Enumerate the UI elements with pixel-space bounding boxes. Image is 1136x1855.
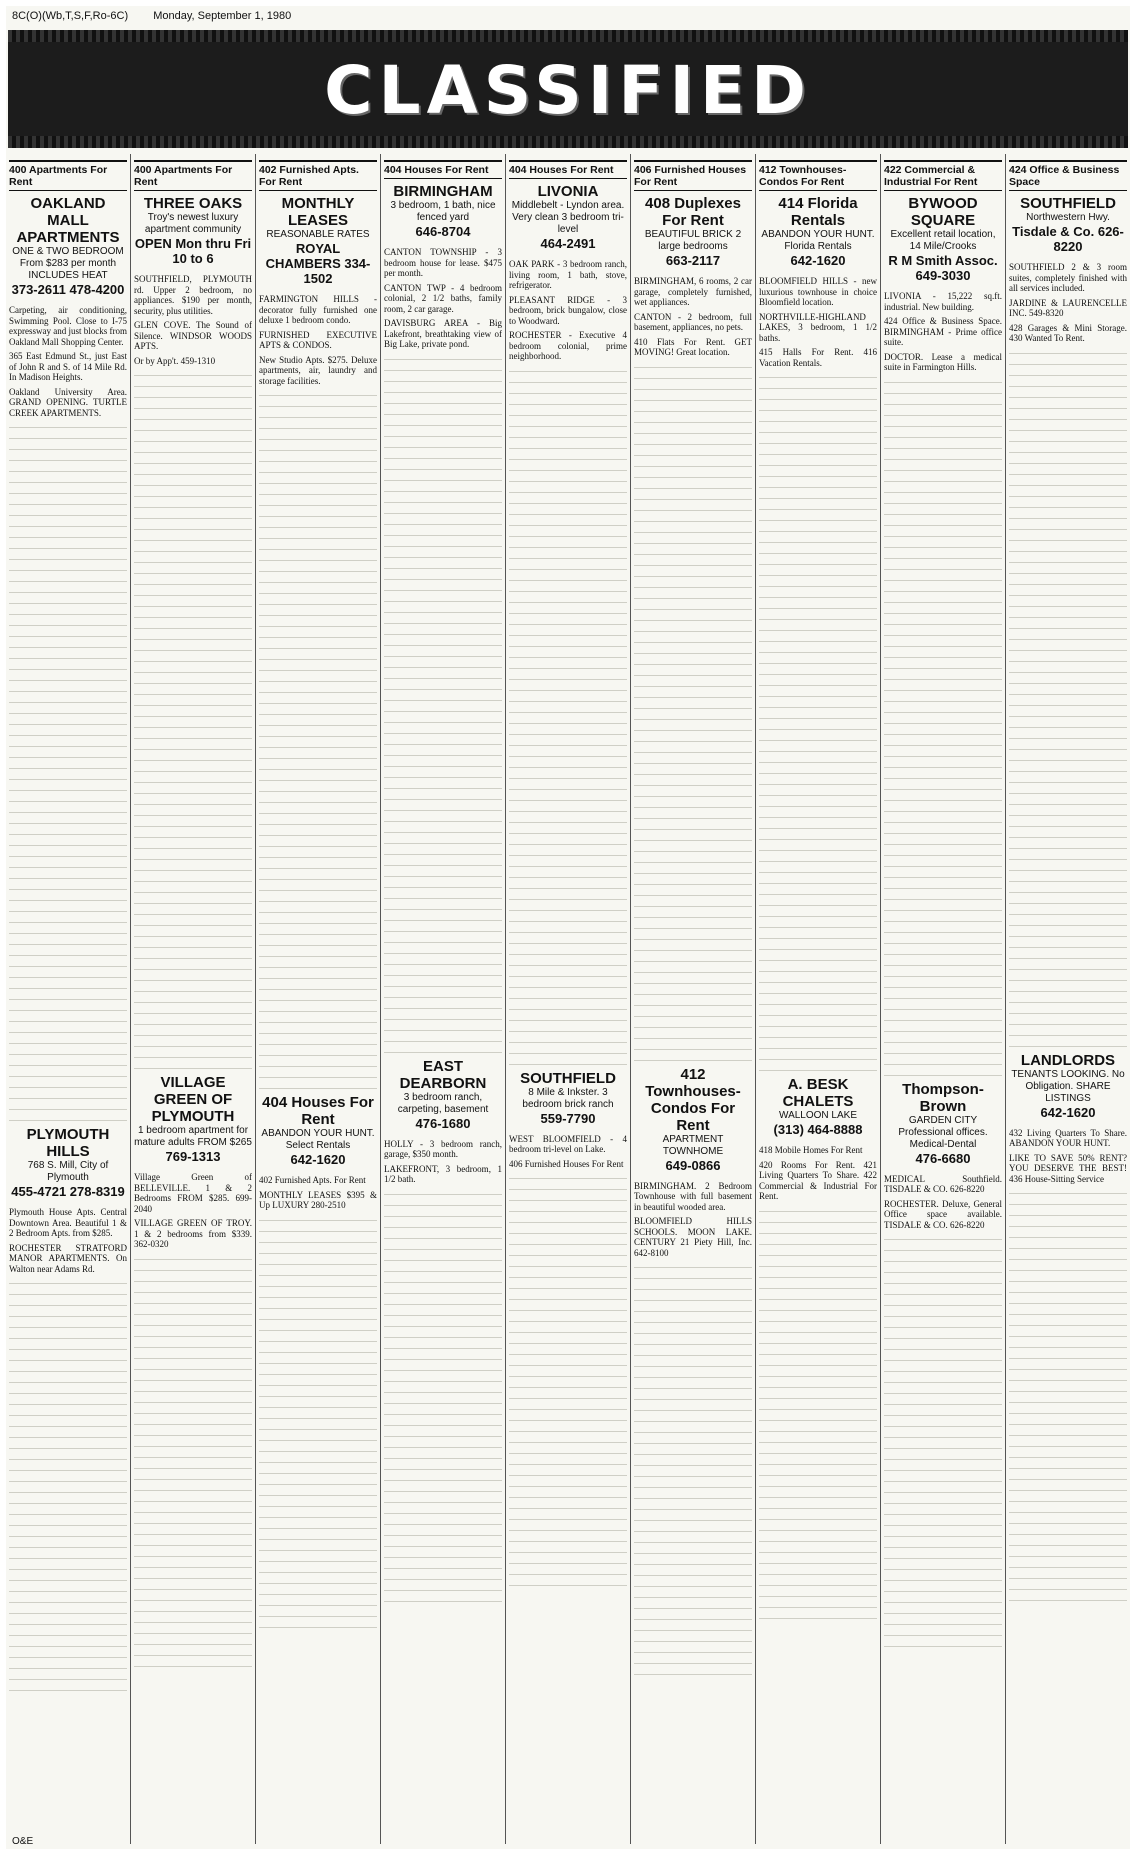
classified-column [1006, 154, 1130, 1844]
display-ad-title: 404 Houses For Rent [262, 1094, 374, 1128]
ad-text-block [634, 1262, 752, 1682]
ad-text-block [259, 390, 377, 1090]
display-ad [9, 195, 127, 297]
display-ad-body: Excellent retail location, 14 Mile/Crooks [890, 229, 996, 252]
classified-ad: CANTON - 2 bedroom, full basement, appliances, no pets. [634, 311, 752, 332]
display-ad-body: WALLOON LAKE [779, 1110, 857, 1121]
display-ad-phone: 476-6680 [915, 1150, 971, 1166]
ad-text-block [884, 1234, 1002, 1654]
display-ad-phone: 649-0866 [665, 1157, 721, 1173]
display-ad-body: ABANDON YOUR HUNT. Select Rentals [261, 1128, 375, 1151]
display-ad-body: Troy's newest luxury apartment community [144, 212, 242, 235]
classified-ad: 415 Halls For Rent. 416 Vacation Rentals. [759, 347, 877, 368]
classified-ad: JARDINE & LAURENCELLE INC. 549-8320 [1009, 297, 1127, 318]
classified-ad: DOCTOR. Lease a medical suite in Farmington Hills. [884, 351, 1002, 372]
classified-ad: SOUTHFIELD, PLYMOUTH rd. Upper 2 bedroom, no appliances. $190 per month, security, plus utilities. [134, 274, 252, 316]
display-ad [884, 1081, 1002, 1166]
page-folio [12, 10, 313, 22]
ad-text-block [759, 372, 877, 1072]
ad-text-block [9, 422, 127, 1122]
classified-ad: BIRMINGHAM. 2 Bedroom Townhouse with full basement in beautiful wooded area. [634, 1180, 752, 1212]
section-header: 422 Commercial & Industrial For Rent [884, 160, 1002, 191]
display-ad [1009, 195, 1127, 254]
banner-stripe-top [8, 30, 1128, 42]
section-header: 404 Houses For Rent [509, 160, 627, 179]
ad-text-block [634, 362, 752, 1062]
classified-column [256, 154, 381, 1844]
display-ad [759, 1076, 877, 1137]
ad-text-block [1009, 1188, 1127, 1608]
display-ad-title: SOUTHFIELD [520, 1069, 616, 1087]
classified-ad: FURNISHED EXECUTIVE APTS & CONDOS. [259, 329, 377, 350]
classified-ad: 424 Office & Business Space. BIRMINGHAM - Prime office suite. [884, 316, 1002, 347]
display-ad-body: 1 bedroom apartment for mature adults FROM $265 [134, 1125, 252, 1148]
display-ad-body: BEAUTIFUL BRICK 2 large bedrooms [644, 229, 742, 252]
classified-ad: DAVISBURG AREA - Big Lakefront, breathtaking view of Big Lake, private pond. [384, 318, 502, 349]
ad-text-block [134, 1254, 252, 1674]
classified-ad: NORTHVILLE-HIGHLAND LAKES, 3 bedroom, 1 1/2 baths. [759, 311, 877, 343]
display-ad-body: Northwestern Hwy. [1026, 212, 1110, 223]
classified-column [881, 154, 1006, 1844]
classified-ad: 418 Mobile Homes For Rent [759, 1145, 863, 1155]
display-ad-title: LIVONIA [537, 183, 599, 200]
classified-ad: Carpeting, air conditioning, Swimming Pool. Close to I-75 expressway and just blocks from Oakland Mall Shopping Center. [9, 305, 127, 347]
classified-ad: 402 Furnished Apts. For Rent [259, 1175, 366, 1185]
display-ad [384, 183, 502, 239]
banner-stripe-bottom [8, 136, 1128, 148]
section-header: 424 Office & Business Space [1009, 160, 1127, 191]
classified-ad: 406 Furnished Houses For Rent [509, 1158, 624, 1169]
display-ad-body: ABANDON YOUR HUNT. Florida Rentals [761, 229, 875, 252]
display-ad-title: MONTHLY LEASES [281, 195, 355, 229]
display-ad [9, 1126, 127, 1199]
display-ad-title: LANDLORDS [1020, 1051, 1116, 1069]
display-ad-phone: 642-1620 [290, 1152, 346, 1167]
folio-date: Monday, September 1, 1980 [153, 10, 292, 22]
section-header: 404 Houses For Rent [384, 160, 502, 179]
display-ad [634, 195, 752, 268]
display-ad [134, 1074, 252, 1164]
classified-column [381, 154, 506, 1844]
display-ad-phone: Tisdale & Co. 626-8220 [1012, 224, 1124, 254]
display-ad-body: 3 bedroom ranch, carpeting, basement [397, 1091, 489, 1115]
classified-ad: LIKE TO SAVE 50% RENT? YOU DESERVE THE BEST! 436 House-Sitting Service [1009, 1152, 1127, 1184]
display-ad-title: BYWOOD SQUARE [908, 195, 978, 229]
display-ad-body: Middlebelt - Lyndon area. Very clean 3 bedroom tri-level [511, 200, 625, 235]
display-ad-body: 3 bedroom, 1 bath, nice fenced yard [390, 200, 496, 223]
section-header: 400 Apartments For Rent [134, 160, 252, 191]
ad-text-block [509, 1173, 627, 1593]
display-ad-body: REASONABLE RATES [266, 229, 370, 240]
display-ad-phone: 559-7790 [540, 1110, 596, 1126]
classified-ad: 432 Living Quarters To Share. ABANDON YOUR HUNT. [1009, 1127, 1127, 1148]
ad-text-block [884, 377, 1002, 1077]
display-ad-title: 414 Florida Rentals [778, 195, 858, 229]
classified-ad: Or by App't. 459-1310 [134, 355, 216, 366]
classified-ad: 428 Garages & Mini Storage. 430 Wanted To Rent. [1009, 322, 1127, 343]
display-ad-body: ONE & TWO BEDROOM From $283 per month INCLUDES HEAT [12, 246, 124, 281]
classified-ad: ROCHESTER. Deluxe, General Office space available. TISDALE & CO. 626-8220 [884, 1198, 1002, 1230]
display-ad-body: 768 S. Mill, City of Plymouth [27, 1160, 109, 1183]
ad-text-block [9, 1278, 127, 1698]
display-ad-title: BIRMINGHAM [393, 183, 493, 200]
display-ad-title: 408 Duplexes For Rent [645, 195, 741, 229]
classified-ad: OAK PARK - 3 bedroom ranch, living room, 1 bath, stove, refrigerator. [509, 259, 627, 290]
display-ad-title: EAST DEARBORN [399, 1057, 487, 1092]
ad-text-block [134, 370, 252, 1070]
classified-ad: HOLLY - 3 bedroom ranch, garage, $350 month. [384, 1138, 502, 1159]
classified-column [131, 154, 256, 1844]
display-ad-body: TENANTS LOOKING. No Obligation. SHARE LISTINGS [1011, 1068, 1125, 1104]
page-footer: O&E [12, 1836, 34, 1847]
classified-column [506, 154, 631, 1844]
display-ad [634, 1066, 752, 1173]
ad-text-block [384, 354, 502, 1054]
display-ad [509, 183, 627, 251]
classified-columns [6, 154, 1130, 1844]
display-ad-title: OAKLAND MALL APARTMENTS [16, 195, 120, 246]
display-ad-title: THREE OAKS [143, 195, 243, 212]
classified-ad: BLOOMFIELD HILLS SCHOOLS. MOON LAKE. CENTURY 21 Piety Hill, Inc. 642-8100 [634, 1216, 752, 1258]
classified-ad: SOUTHFIELD 2 & 3 room suites, completely finished with all services included. [1009, 262, 1127, 293]
ad-text-block [1009, 348, 1127, 1048]
display-ad [509, 1070, 627, 1126]
classified-ad: New Studio Apts. $275. Deluxe apartments, air, laundry and storage facilities. [259, 354, 377, 386]
display-ad-phone: 373-2611 478-4200 [11, 282, 125, 297]
display-ad-phone: R M Smith Assoc. 649-3030 [888, 253, 998, 283]
folio-code: 8C(O)(Wb,T,S,F,Ro-6C) [12, 10, 129, 22]
classified-ad: CANTON TWP - 4 bedroom colonial, 2 1/2 baths, family room, 2 car garage. [384, 282, 502, 314]
display-ad-body: GARDEN CITY Professional offices. Medical-Dental [898, 1114, 988, 1150]
display-ad-phone: OPEN Mon thru Fri 10 to 6 [134, 236, 252, 266]
classified-ad: Plymouth House Apts. Central Downtown Area. Beautiful 1 & 2 Bedroom Apts. from $285. [9, 1207, 127, 1238]
classified-ad: BIRMINGHAM, 6 rooms, 2 car garage, completely furnished, wet appliances. [634, 276, 752, 307]
banner-title: CLASSIFIED [324, 52, 812, 129]
display-ad-phone: 642-1620 [790, 253, 846, 268]
display-ad [884, 195, 1002, 283]
classified-ad: Oakland University Area. GRAND OPENING. TURTLE CREEK APARTMENTS. [9, 386, 127, 418]
classified-ad: LIVONIA - 15,222 sq.ft. industrial. New building. [884, 291, 1002, 312]
display-ad-title: VILLAGE GREEN OF PLYMOUTH [151, 1074, 235, 1125]
classified-ad: 365 East Edmund St., just East of John R and S. of 14 Mile Rd. In Madison Heights. [9, 351, 127, 382]
display-ad-body: 8 Mile & Inkster. 3 bedroom brick ranch [522, 1086, 614, 1110]
classified-ad: Village Green of BELLEVILLE. 1 & 2 Bedrooms FROM $285. 699-2040 [134, 1172, 252, 1214]
ad-text-block [759, 1206, 877, 1626]
classified-banner [8, 30, 1128, 148]
display-ad [384, 1058, 502, 1131]
ad-text-block [384, 1189, 502, 1609]
ad-text-block [509, 366, 627, 1066]
display-ad-title: Thompson-Brown [902, 1080, 984, 1115]
display-ad [134, 195, 252, 266]
classified-ad: FARMINGTON HILLS - decorator fully furnished one deluxe 1 bedroom condo. [259, 294, 377, 325]
display-ad [259, 1094, 377, 1167]
display-ad-phone: 455-4721 278-8319 [11, 1184, 125, 1199]
display-ad [1009, 1052, 1127, 1120]
display-ad-phone: 464-2491 [540, 236, 596, 251]
newspaper-page [6, 6, 1130, 1849]
display-ad-phone: 476-1680 [415, 1115, 471, 1131]
classified-ad: BLOOMFIELD HILLS - new luxurious townhouse in choice Bloomfield location. [759, 276, 877, 307]
display-ad-phone: ROYAL CHAMBERS 334-1502 [265, 241, 371, 286]
classified-ad: WEST BLOOMFIELD - 4 bedroom tri-level on Lake. [509, 1133, 627, 1154]
classified-ad: CANTON TOWNSHIP - 3 bedroom house for lease. $475 per month. [384, 247, 502, 278]
classified-ad: ROCHESTER STRATFORD MANOR APARTMENTS. On Walton near Adams Rd. [9, 1242, 127, 1274]
classified-ad: ROCHESTER - Executive 4 bedroom colonial, prime neighborhood. [509, 330, 627, 361]
classified-ad: VILLAGE GREEN OF TROY. 1 & 2 bedrooms from $339. 362-0320 [134, 1218, 252, 1249]
classified-ad: MONTHLY LEASES $395 & Up LUXURY 280-2510 [259, 1189, 377, 1210]
classified-ad: GLEN COVE. The Sound of Silence. WINDSOR WOODS APTS. [134, 320, 252, 351]
display-ad-phone: 646-8704 [415, 224, 471, 239]
display-ad-body: APARTMENT TOWNHOME [662, 1133, 724, 1157]
display-ad-phone: 663-2117 [665, 253, 721, 268]
classified-ad: 420 Rooms For Rent. 421 Living Quarters To Share. 422 Commercial & Industrial For Rent. [759, 1159, 877, 1201]
classified-column [6, 154, 131, 1844]
display-ad-title: A. BESK CHALETS [782, 1076, 854, 1110]
section-header: 402 Furnished Apts. For Rent [259, 160, 377, 191]
display-ad-title: PLYMOUTH HILLS [26, 1126, 110, 1160]
classified-ad: 410 Flats For Rent. GET MOVING! Great location. [634, 336, 752, 357]
section-header: 406 Furnished Houses For Rent [634, 160, 752, 191]
ad-text-block [259, 1215, 377, 1635]
display-ad-title: 412 Townhouses-Condos For Rent [645, 1065, 741, 1134]
classified-ad: PLEASANT RIDGE - 3 bedroom, brick bungalow, close to Woodward. [509, 294, 627, 326]
classified-column [756, 154, 881, 1844]
display-ad-phone: (313) 464-8888 [773, 1122, 863, 1137]
section-header: 412 Townhouses-Condos For Rent [759, 160, 877, 191]
classified-ad: MEDICAL Southfield. TISDALE & CO. 626-8220 [884, 1173, 1002, 1194]
classified-column [631, 154, 756, 1844]
display-ad [759, 195, 877, 268]
display-ad [259, 195, 377, 286]
classified-ad: LAKEFRONT, 3 bedroom, 1 1/2 bath. [384, 1163, 502, 1184]
display-ad-phone: 642-1620 [1040, 1104, 1096, 1120]
section-header: 400 Apartments For Rent [9, 160, 127, 191]
display-ad-title: SOUTHFIELD [1020, 195, 1116, 212]
display-ad-phone: 769-1313 [165, 1149, 221, 1164]
